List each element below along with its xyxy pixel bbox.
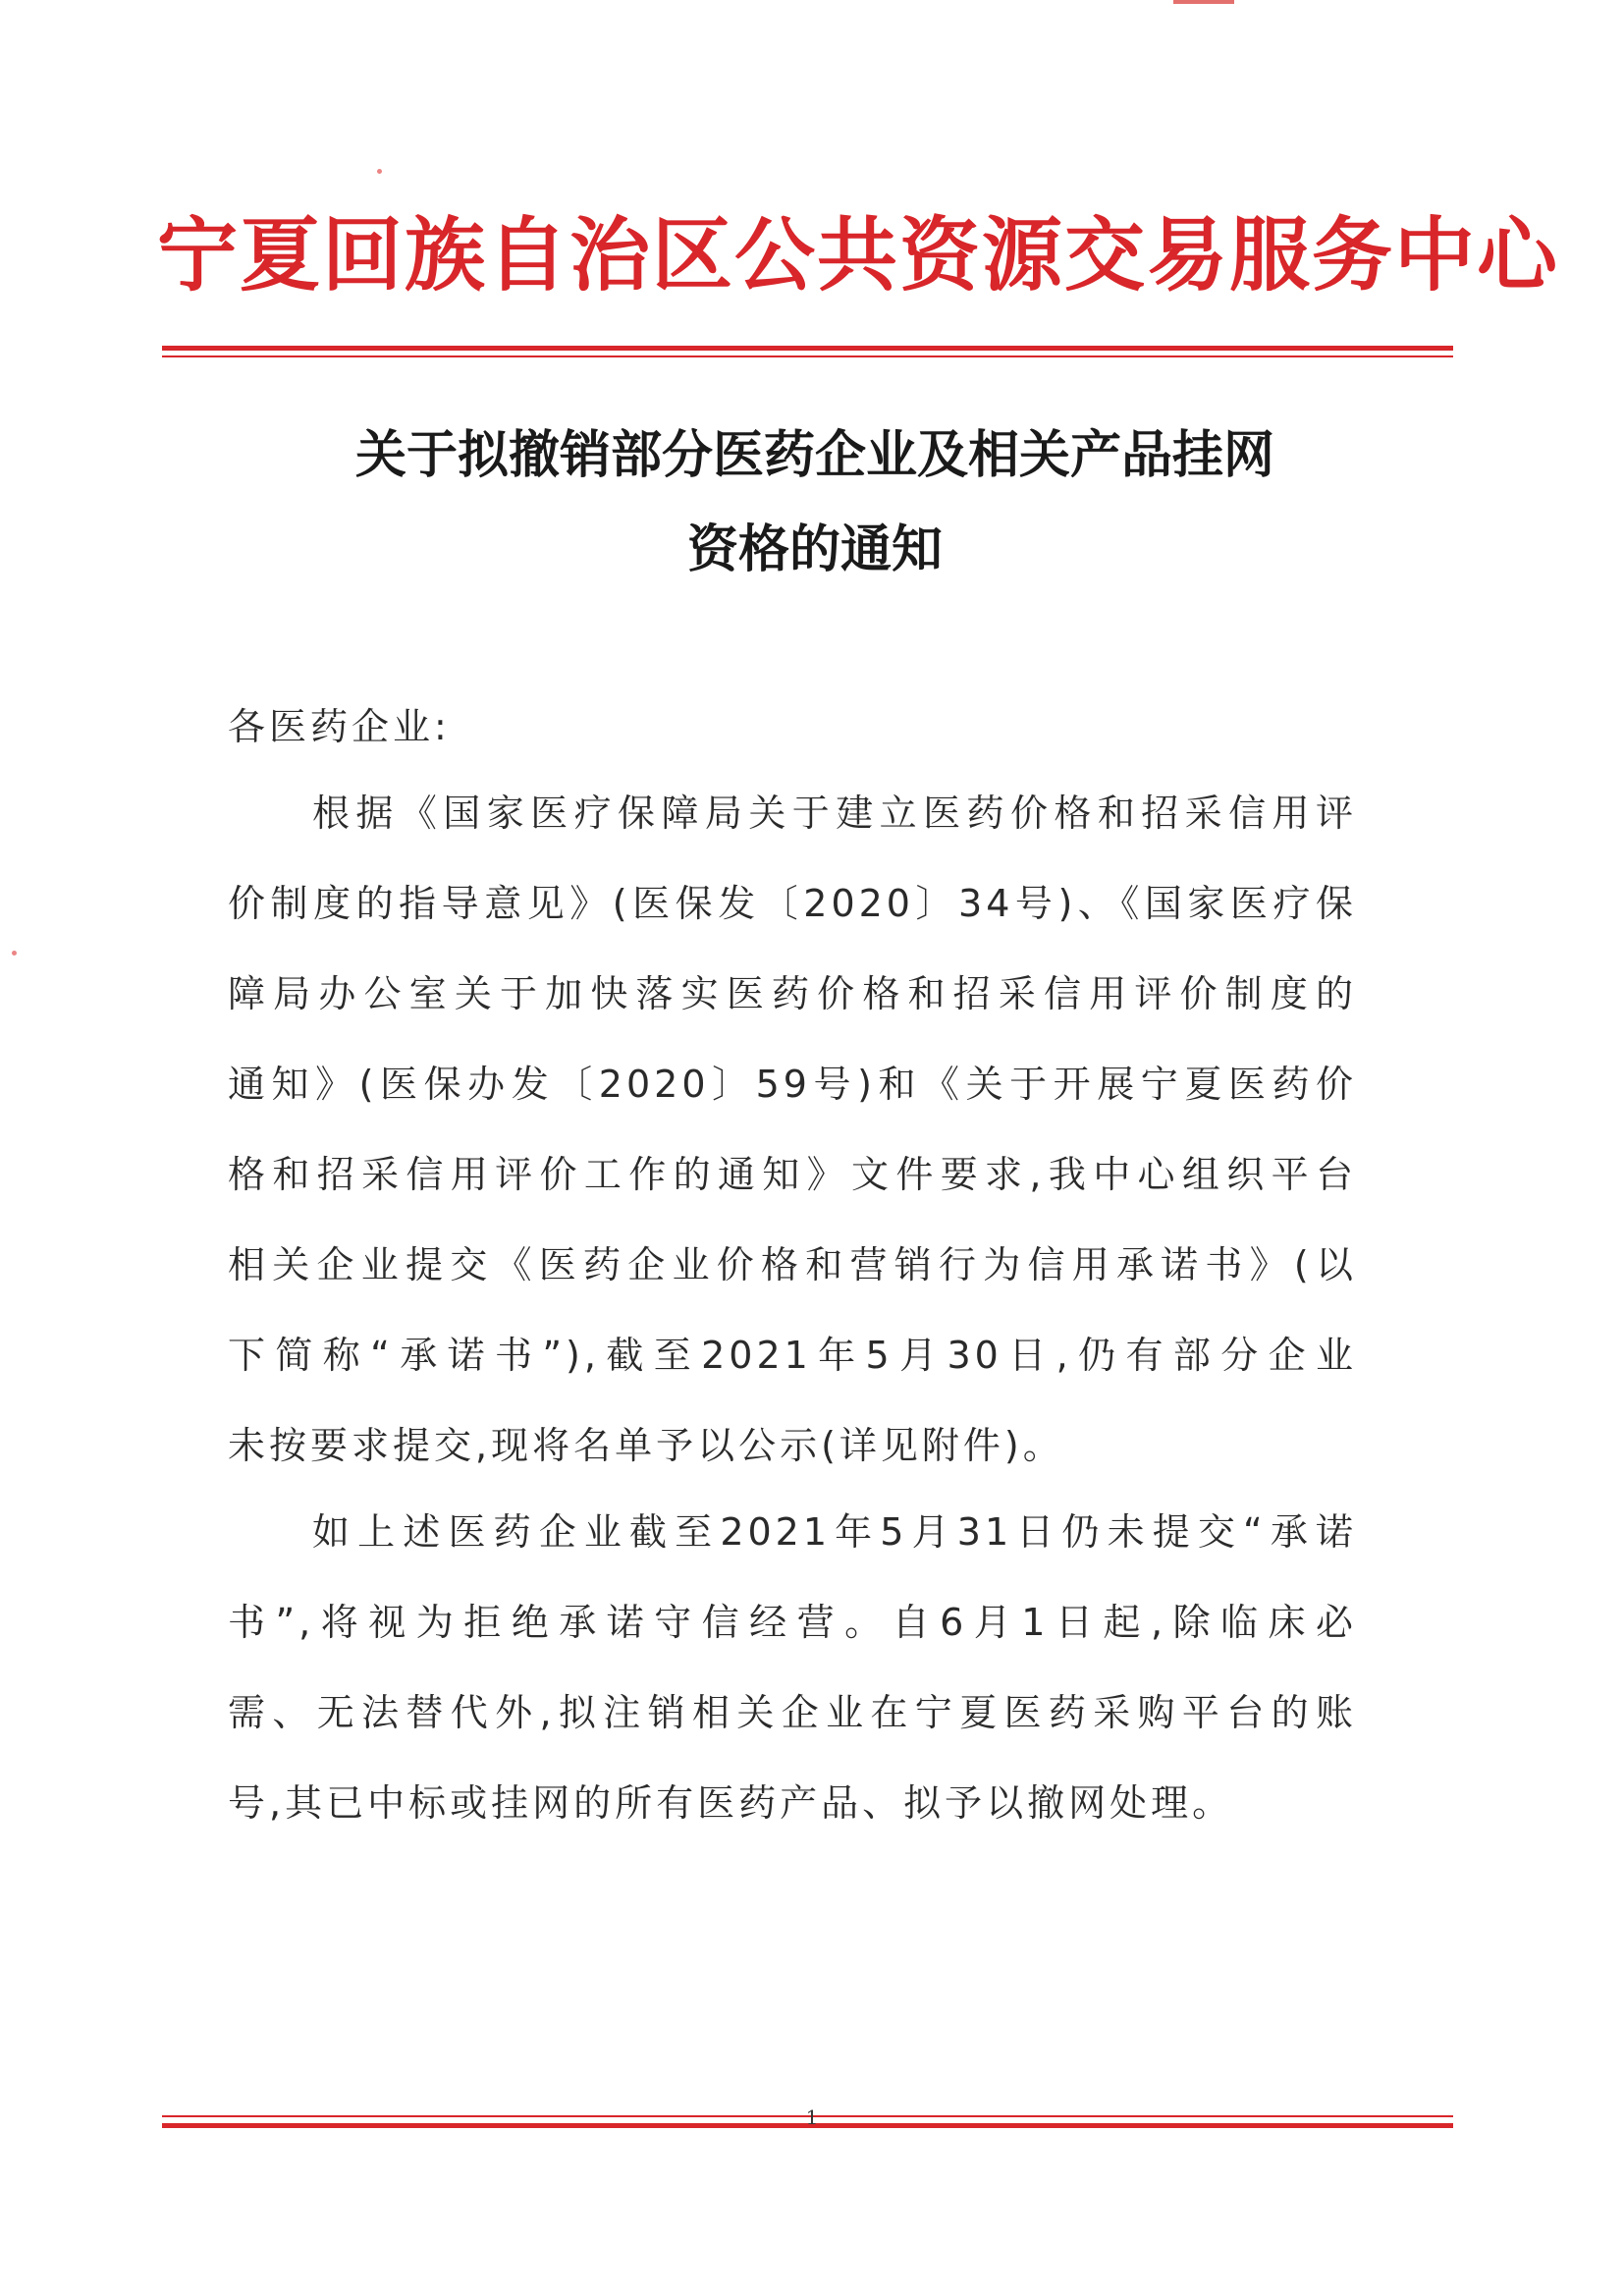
page-number: 1 [805, 2105, 819, 2129]
scan-dot [12, 951, 17, 956]
scan-dot [377, 169, 382, 174]
paragraph-line: 相关企业提交《医药企业价格和营销行为信用承诺书》(以 [228, 1243, 1357, 1286]
paragraph-line: 障局办公室关于加快落实医药价格和招采信用评价制度的 [228, 972, 1357, 1015]
paragraph-line: 需、无法替代外,拟注销相关企业在宁夏医药采购平台的账 [228, 1691, 1357, 1734]
organization-header: 宁夏回族自治区公共资源交易服务中心 [157, 208, 1560, 302]
paragraph-line: 下简称“承诺书”),截至2021年5月30日,仍有部分企业 [228, 1334, 1357, 1377]
header-rule-thin [162, 355, 1453, 357]
paragraph-line: 号,其已中标或挂网的所有医药产品、拟予以撤网处理。 [228, 1781, 1234, 1825]
paragraph-line: 未按要求提交,现将名单予以公示(详见附件)。 [228, 1424, 1064, 1467]
scan-mark [1173, 0, 1234, 4]
notice-title-line-1: 关于拟撤销部分医药企业及相关产品挂网 [354, 425, 1274, 485]
paragraph-line: 如上述医药企业截至2021年5月31日仍未提交“承诺 [312, 1510, 1357, 1554]
paragraph-line: 根据《国家医疗保障局关于建立医药价格和招采信用评 [312, 792, 1357, 835]
header-rule-thick [162, 346, 1453, 351]
salutation: 各医药企业: [228, 705, 451, 748]
paragraph-line: 格和招采信用评价工作的通知》文件要求,我中心组织平台 [228, 1153, 1357, 1196]
paragraph-line: 书”,将视为拒绝承诺守信经营。自6月1日起,除临床必 [228, 1601, 1357, 1644]
notice-title-line-2: 资格的通知 [686, 519, 943, 579]
paragraph-line: 价制度的指导意见》(医保发〔2020〕34号)、《国家医疗保 [228, 882, 1357, 925]
paragraph-line: 通知》(医保办发〔2020〕59号)和《关于开展宁夏医药价 [228, 1063, 1357, 1106]
